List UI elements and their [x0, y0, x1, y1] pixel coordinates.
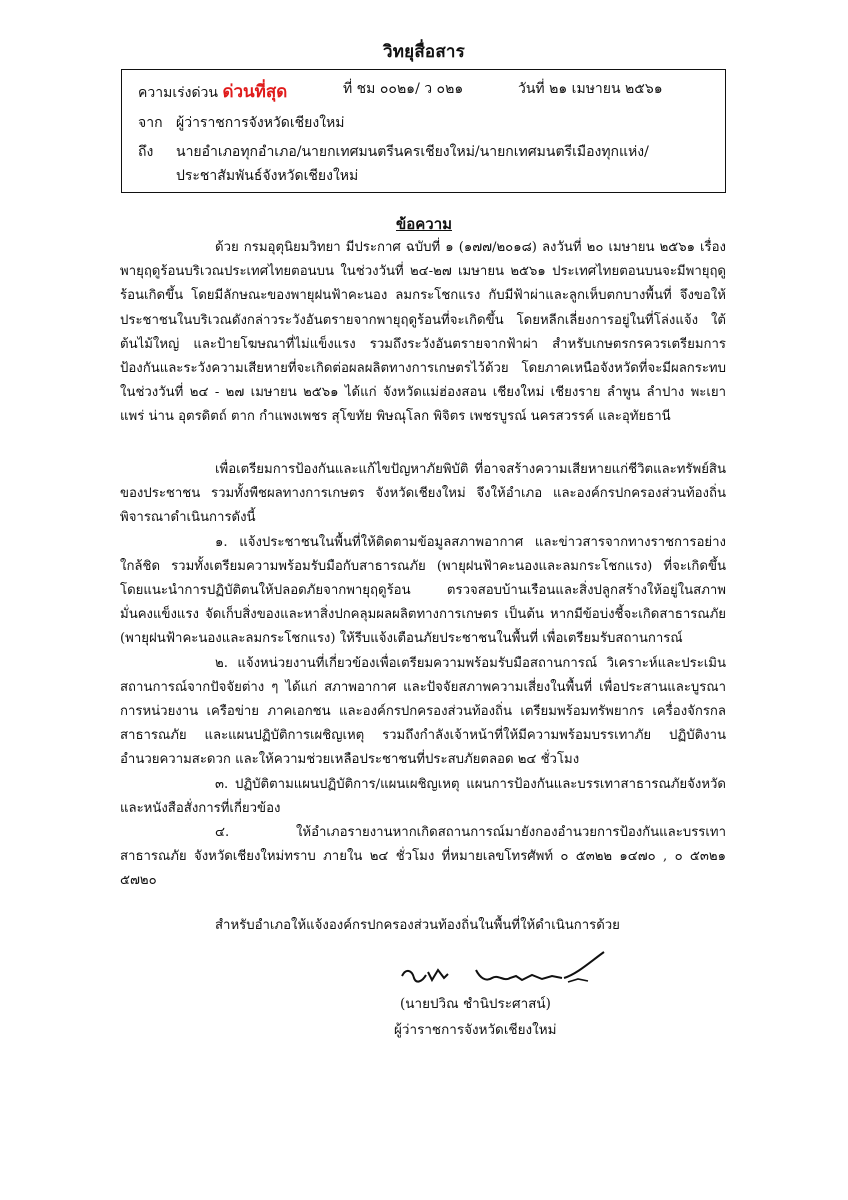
signer-name: (นายปวิณ ชำนิประศาสน์) [400, 996, 551, 1012]
paragraph-item-2: ๒. แจ้งหน่วยงานที่เกี่ยวข้องเพื่อเตรียมความพร้อมรับมือสถานการณ์ วิเคราะห์และประเมินสถานการณ์จากปัจจัยต่าง ๆ ได้แก่ สภาพอากาศ และปัจจัยสภาพความเสี่ยงในพื้นที่ เพื่อประสานและบูรณาการหน่วยงาน เครือข่าย ภาคเอกชน และองค์กรปกครองส่วนท้องถิ่น เตรียมพร้อมทรัพยากร เครื่องจักรกลสาธารณภัย และแผนปฏิบัติการเผชิญเหตุ รวมถึงกำลังเจ้าหน้าที่ให้มีความพร้อมบรรเทาภัย ปฏิบัติงาน อำนวยความสะดวก และให้ความช่วยเหลือประชาชนที่ประสบภัยตลอด ๒๔ ชั่วโมง [120, 655, 726, 768]
to-line-2: ประชาสัมพันธ์จังหวัดเชียงใหม่ [176, 168, 359, 184]
header-row-from [138, 112, 345, 134]
body-section-actions [120, 458, 726, 894]
urgency-label: ความเร่งด่วน [138, 85, 218, 101]
paragraph-closing: สำหรับอำเภอให้แจ้งองค์กรปกครองส่วนท้องถิ่นในพื้นที่ให้ดำเนินการด้วย [215, 918, 620, 933]
header-row-to-cont [138, 165, 358, 187]
to-line-1: นายอำเภอทุกอำเภอ/นายกเทศมนตรีนครเชียงใหม่/นายกเทศมนตรีเมืองทุกแห่ง/ [176, 144, 649, 160]
header-row-urgency [138, 78, 713, 105]
document-title: วิทยุสื่อสาร [383, 42, 465, 62]
urgency-value: ด่วนที่สุด [222, 82, 288, 102]
header-box [121, 69, 726, 193]
doc-date: วันที่ ๒๑ เมษายน ๒๕๖๑ [518, 81, 663, 97]
body-section-intro [120, 236, 726, 430]
paragraph-purpose: เพื่อเตรียมการป้องกันและแก้ไขปัญหาภัยพิบัติ ที่อาจสร้างความเสียหายแก่ชีวิตและทรัพย์สินของประชาชน รวมทั้งพืชผลทางการเกษตร จังหวัดเชียงใหม่ จึงให้อำเภอ และองค์กรปกครองส่วนท้องถิ่นพิจารณาดำเนินการดังนี้ [120, 462, 726, 526]
paragraph-item-1: ๑. แจ้งประชาชนในพื้นที่ให้ติดตามข้อมูลสภาพอากาศ และข่าวสารจากทางราชการอย่างใกล้ชิด รวมทั้งเตรียมความพร้อมรับมือกับสาธารณภัย (พายุฝนฟ้าคะนองและลมกระโชกแรง) ที่จะเกิดขึ้น โดยแนะนำการปฏิบัติตนให้ปลอดภัยจากพายุฤดูร้อน ตรวจสอบบ้านเรือนและสิ่งปลูกสร้างให้อยู่ในสภาพมั่นคงแข็งแรง จัดเก็บสิ่งของและหาสิ่งปกคลุมผลผลิตทางการเกษตร เป็นต้น หากมีข้อบ่งชี้จะเกิดสาธารณภัย (พายุฝนฟ้าคะนองและลมกระโชกแรง) ให้รีบแจ้งเตือนภัยประชาชนในพื้นที่ เพื่อเตรียมรับสถานการณ์ [120, 534, 726, 647]
from-label: จาก [138, 115, 163, 131]
from-value: ผู้ว่าราชการจังหวัดเชียงใหม่ [176, 115, 345, 131]
paragraph-intro: ด้วย กรมอุตุนิยมวิทยา มีประกาศ ฉบับที่ ๑ (๑๗๗/๒๐๑๘) ลงวันที่ ๒๐ เมษายน ๒๕๖๑ เรื่อง พายุฤดูร้อนบริเวณประเทศไทยตอนบน ในช่วงวันที่ ๒๔-๒๗ เมษายน ๒๕๖๑ ประเทศไทยตอนบนจะมีพายุฤดูร้อนเกิดขึ้น โดยมีลักษณะของพายุฝนฟ้าคะนอง ลมกระโชกแรง กับมีฟ้าผ่าและลูกเห็บตกบางพื้นที่ จึงขอให้ประชาชนในบริเวณดังกล่าวระวังอันตรายจากพายุฤดูร้อนที่จะเกิดขึ้น โดยหลีกเลี่ยงการอยู่ในที่โล่งแจ้ง ใต้ต้นไม้ใหญ่ และป้ายโฆษณาที่ไม่แข็งแรง รวมถึงระวังอันตรายจากฟ้าผ่า สำหรับเกษตรกรควรเตรียมการป้องกันและระวังความเสียหายที่จะเกิดต่อผลผลิตทางการเกษตรไว้ด้วย โดยภาคเหนือจังหวัดที่จะมีผลกระทบในช่วงวันที่ ๒๔ - ๒๗ เมษายน ๒๕๖๑ ได้แก่ จังหวัดแม่ฮ่องสอน เชียงใหม่ เชียงราย ลำพูน ลำปาง พะเยา แพร่ น่าน อุตรดิตถ์ ตาก กำแพงเพชร สุโขทัย พิษณุโลก พิจิตร เพชรบูรณ์ นครสวรรค์ และอุทัยธานี [120, 240, 726, 425]
signature-block [380, 948, 700, 1058]
header-row-to [138, 141, 649, 163]
doc-number: ที่ ชม ๐๐๒๑/ ว ๐๒๑ [343, 81, 464, 97]
subject-heading: ข้อความ [395, 215, 453, 233]
paragraph-item-3: ๓. ปฏิบัติตามแผนปฏิบัติการ/แผนเผชิญเหตุ แผนการป้องกันและบรรเทาสาธารณภัยจังหวัด และหนังสือสั่งการที่เกี่ยวข้อง [120, 776, 726, 816]
signature-image [392, 948, 632, 993]
paragraph-item-4: ๔. ให้อำเภอรายงานหากเกิดสถานการณ์มายังกองอำนวยการป้องกันและบรรเทาสาธารณภัย จังหวัดเชียงใหม่ทราบ ภายใน ๒๔ ชั่วโมง ที่หมายเลขโทรศัพท์ ๐ ๕๓๒๒ ๑๔๗๐ , ๐ ๕๓๒๑ ๕๗๒๐ [120, 825, 726, 889]
body-section-closing [120, 914, 726, 938]
to-label: ถึง [138, 144, 154, 160]
signer-title: ผู้ว่าราชการจังหวัดเชียงใหม่ [394, 1022, 557, 1038]
